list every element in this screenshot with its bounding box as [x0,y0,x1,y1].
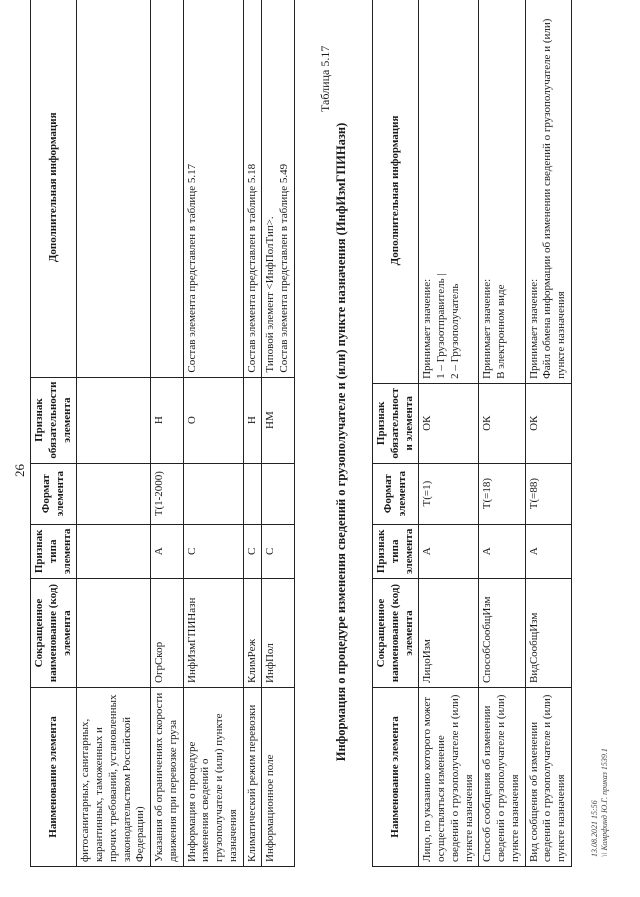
print-stamp-date: 13.08.2021 15:56 [590,800,599,857]
info-line: Принимает значение: [527,278,540,379]
cell-info [262,0,295,377]
procedure-info-table [372,0,572,867]
cell-format [262,463,295,524]
cell-info: Состав элемента представлен в таблице 5.17 [183,0,243,377]
cell-name: Способ сообщения об изменении сведений о грузополучателе и (или) пункте назначения [479,688,525,867]
cell-type: А [525,524,571,578]
cell-format: Т(=18) [479,463,525,524]
cell-info [419,0,479,383]
cell-code: ИнфИзмГПИНазн [183,579,243,688]
cell-format [183,463,243,524]
table-row [262,0,295,867]
table-row [419,0,479,867]
header-name: Наименование элемента [31,688,77,867]
cell-required [77,377,151,463]
table-row [479,0,525,867]
section-heading: Информация о процедуре изменения сведений о грузополучателе и (или) пункте назначения (ИнфИзмГПИНазн) [334,122,348,762]
cell-code [77,579,151,688]
page-number: 26 [12,464,27,477]
cell-code: КлимРеж [243,579,262,688]
print-stamp-user: \\ Комрфинд Ю.Г. приказ 1539.1 [600,748,610,857]
cell-name: фитосанитарных, санитарных, карантинных, таможенных и прочих требований, установленных законодательством Российской Федерации) [77,688,151,867]
info-line: Состав элемента представлен в таблице 5.49 [278,163,290,373]
cell-code: СпособСообщИзм [479,579,525,688]
info-line: Типовой элемент <ИнфПолТип>. [264,216,277,373]
info-line: Принимает значение: [421,278,434,379]
table-row [243,0,262,867]
table-row [77,0,151,867]
cell-type: А [479,524,525,578]
cell-required: НМ [262,377,295,463]
header-name: Наименование элемента [373,688,419,867]
cell-code: ВидСообщИзм [525,579,571,688]
cell-type: С [243,524,262,578]
info-line: Принимает значение: [481,278,494,379]
info-line: 2 – Грузополучатель [448,283,461,379]
cell-code: ОгрСкор [151,579,184,688]
cell-required: Н [243,377,262,463]
cell-name: Информационное поле [262,688,295,867]
cell-required: ОК [525,383,571,463]
cell-info [77,0,151,377]
header-info: Дополнительная информация [373,0,419,383]
cell-format: Т(=88) [525,463,571,524]
header-info: Дополнительная информация [31,0,77,377]
header-type: Признак типа элемента [373,524,419,578]
cell-name: Информация о процедуре изменения сведений о грузополучателе и (или) пункте назначения [183,688,243,867]
cell-name: Указания об ограничениях скорости движения при перевозке груза [151,688,184,867]
info-line: В электронном виде [495,284,507,379]
cell-required: Н [151,377,184,463]
elements-table-continued [30,0,295,867]
cell-name: Вид сообщения об изменении сведений о грузополучателе и (или) пункте назначения [525,688,571,867]
info-line: 1 – Грузоотправитель | [435,273,447,379]
cell-type: С [262,524,295,578]
cell-required: О [183,377,243,463]
cell-format [77,463,151,524]
cell-type: А [151,524,184,578]
table-row [151,0,184,867]
header-format: Формат элемента [31,463,77,524]
cell-format: Т(1-2000) [151,463,184,524]
info-line: Файл обмена информации об изменении сведений о грузополучателе и (или) пункте назначения [541,18,567,379]
cell-info: Состав элемента представлен в таблице 5.18 [243,0,262,377]
cell-info [151,0,184,377]
print-stamp [590,748,611,857]
cell-type: А [419,524,479,578]
cell-name: Климатический режим перевозки [243,688,262,867]
header-required: Признак обязательности элемента [31,377,77,463]
table-header-row [31,0,77,867]
cell-format: Т(=1) [419,463,479,524]
cell-required: ОК [419,383,479,463]
table-caption: Таблица 5.17 [318,45,332,112]
table-row [525,0,571,867]
header-required: Признак обязательност и элемента [373,383,419,463]
cell-name: Лицо, по указанию которого может осуществляться изменение сведений о грузополучателе и (или) пункте назначения [419,688,479,867]
cell-info [479,0,525,383]
table-row [183,0,243,867]
cell-code: ЛицоИзм [419,579,479,688]
header-code: Сокращенное наименование (код) элемента [31,579,77,688]
header-code: Сокращенное наименование (код) элемента [373,579,419,688]
cell-type [77,524,151,578]
cell-code: ИнфПол [262,579,295,688]
table-header-row [373,0,419,867]
cell-info [525,0,571,383]
cell-format [243,463,262,524]
header-type: Признак типа элемента [31,524,77,578]
cell-type: С [183,524,243,578]
cell-required: ОК [479,383,525,463]
header-format: Формат элемента [373,463,419,524]
